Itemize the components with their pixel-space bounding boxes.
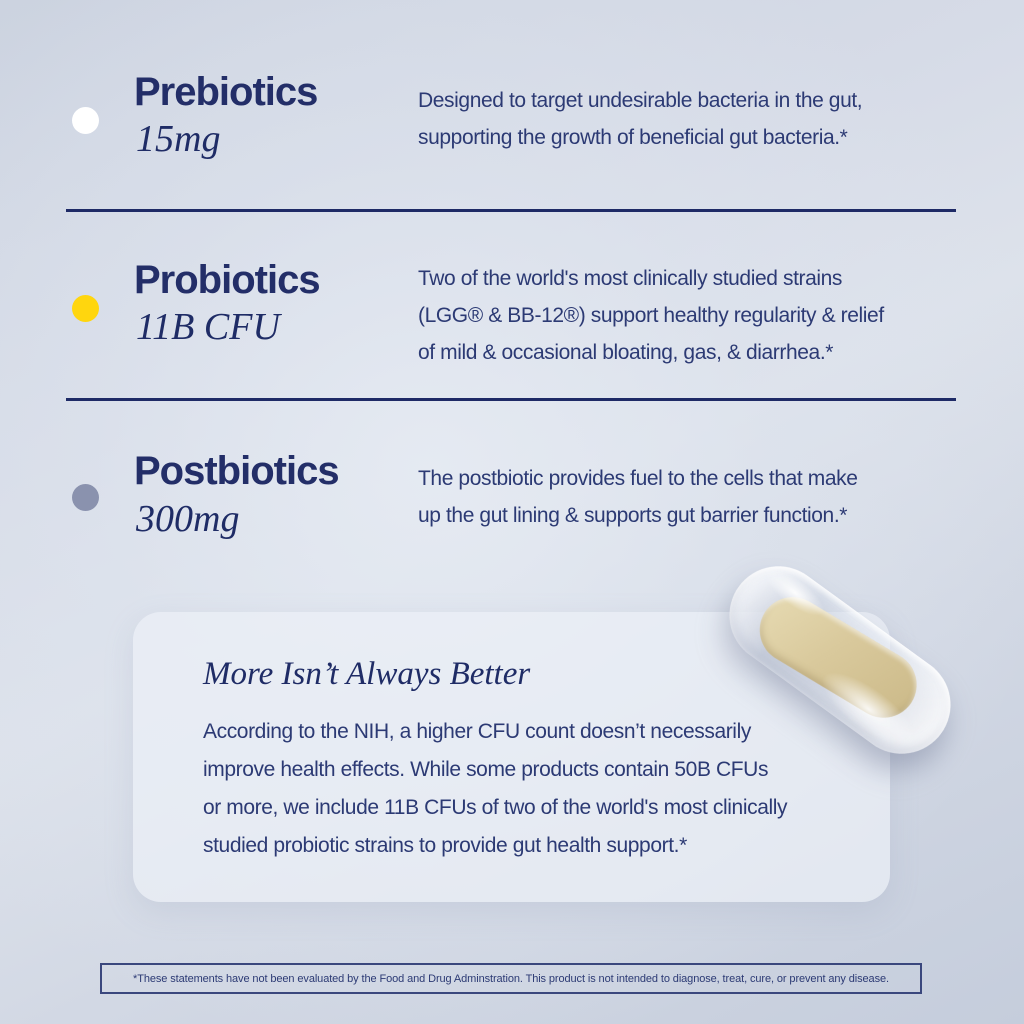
prebiotics-description-line: supporting the growth of beneficial gut bacteria.* bbox=[418, 126, 848, 149]
probiotics-description-line: of mild & occasional bloating, gas, & diarrhea.* bbox=[418, 341, 834, 364]
prebiotics-bullet-dot bbox=[72, 107, 99, 134]
info-card-body-line: According to the NIH, a higher CFU count doesn’t necessarily bbox=[203, 720, 751, 743]
prebiotics-description-line: Designed to target undesirable bacteria in the gut, bbox=[418, 89, 863, 112]
postbiotics-title: Postbiotics bbox=[134, 449, 339, 493]
divider-line bbox=[66, 209, 956, 212]
probiotics-description-line: Two of the world's most clinically studied strains bbox=[418, 267, 843, 290]
postbiotics-description-line: The postbiotic provides fuel to the cells that make bbox=[418, 467, 858, 490]
postbiotics-bullet-dot bbox=[72, 484, 99, 511]
info-card-body-line: improve health effects. While some products contain 50B CFUs bbox=[203, 758, 769, 781]
postbiotics-description bbox=[418, 460, 858, 534]
info-card-title: More Isn’t Always Better bbox=[203, 656, 531, 692]
postbiotics-dose: 300mg bbox=[136, 498, 240, 540]
info-card-body-line: or more, we include 11B CFUs of two of the world's most clinically bbox=[203, 796, 788, 819]
prebiotics-dose: 15mg bbox=[136, 118, 221, 160]
info-card-body-line: studied probiotic strains to provide gut health support.* bbox=[203, 834, 687, 857]
postbiotics-description-line: up the gut lining & supports gut barrier function.* bbox=[418, 504, 848, 527]
divider-line bbox=[66, 398, 956, 401]
disclaimer-text: *These statements have not been evaluated by the Food and Drug Adminstration. This product is not intended to diagnose, treat, cure, or prevent any disease. bbox=[133, 972, 889, 985]
probiotics-dose: 11B CFU bbox=[136, 306, 280, 348]
probiotics-title: Probiotics bbox=[134, 258, 320, 302]
prebiotics-title: Prebiotics bbox=[134, 70, 318, 114]
prebiotics-description bbox=[418, 82, 862, 156]
probiotics-description bbox=[418, 260, 884, 371]
probiotics-bullet-dot bbox=[72, 295, 99, 322]
info-card-body bbox=[203, 713, 787, 865]
disclaimer-box bbox=[100, 963, 922, 994]
probiotics-description-line: (LGG® & BB-12®) support healthy regularity & relief bbox=[418, 304, 884, 327]
